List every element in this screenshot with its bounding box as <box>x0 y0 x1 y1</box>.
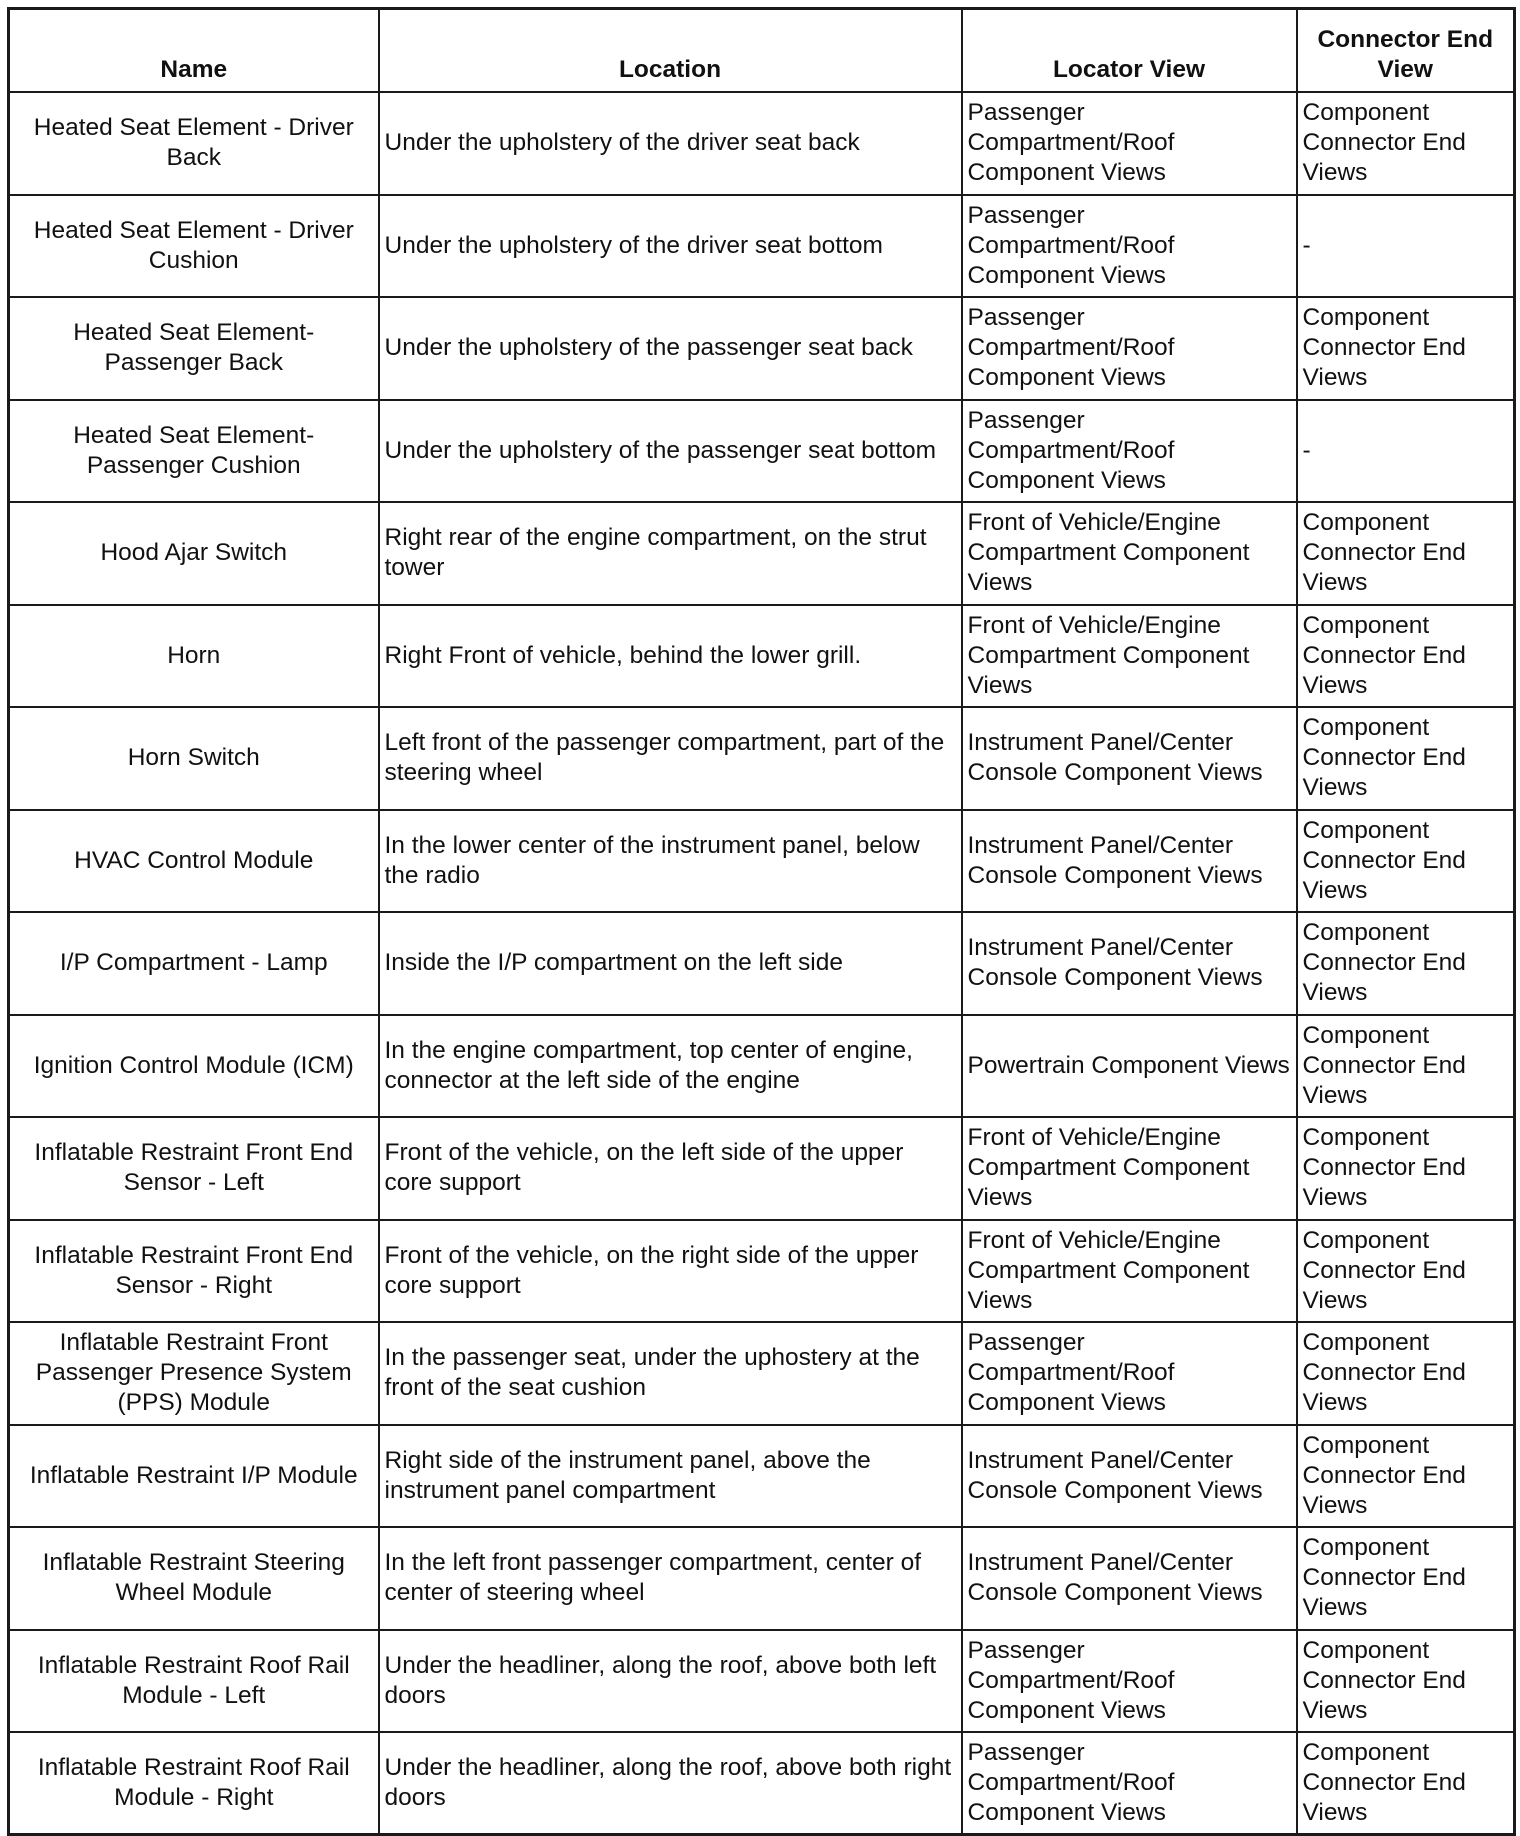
cell-name: Heated Seat Element-Passenger Back <box>9 297 379 400</box>
cell-connector-end-view: Component Connector End Views <box>1297 1425 1515 1528</box>
cell-location: In the lower center of the instrument panel, below the radio <box>379 810 962 913</box>
cell-name: Inflatable Restraint I/P Module <box>9 1425 379 1528</box>
cell-name: I/P Compartment - Lamp <box>9 912 379 1015</box>
cell-name: Heated Seat Element - Driver Cushion <box>9 195 379 298</box>
cell-location: Front of the vehicle, on the right side of the upper core support <box>379 1220 962 1323</box>
cell-location: Right Front of vehicle, behind the lower grill. <box>379 605 962 708</box>
cell-name: Inflatable Restraint Steering Wheel Module <box>9 1527 379 1630</box>
cell-locator-view: Front of Vehicle/Engine Compartment Component Views <box>962 1220 1297 1323</box>
cell-connector-end-view: Component Connector End Views <box>1297 1322 1515 1425</box>
table-row <box>9 400 1515 503</box>
cell-locator-view: Powertrain Component Views <box>962 1015 1297 1118</box>
cell-name: Ignition Control Module (ICM) <box>9 1015 379 1118</box>
cell-locator-view: Instrument Panel/Center Console Component Views <box>962 810 1297 913</box>
table-row <box>9 1117 1515 1220</box>
cell-connector-end-view: Component Connector End Views <box>1297 297 1515 400</box>
cell-connector-end-view: Component Connector End Views <box>1297 1015 1515 1118</box>
component-locator-table <box>7 7 1516 1836</box>
cell-locator-view: Instrument Panel/Center Console Component Views <box>962 912 1297 1015</box>
cell-connector-end-view: Component Connector End Views <box>1297 1117 1515 1220</box>
cell-name: Heated Seat Element - Driver Back <box>9 92 379 195</box>
cell-location: Inside the I/P compartment on the left side <box>379 912 962 1015</box>
cell-locator-view: Passenger Compartment/Roof Component Views <box>962 1732 1297 1835</box>
cell-locator-view: Passenger Compartment/Roof Component Views <box>962 1322 1297 1425</box>
header-location: Location <box>379 9 962 93</box>
cell-location: In the passenger seat, under the uphostery at the front of the seat cushion <box>379 1322 962 1425</box>
table-row <box>9 195 1515 298</box>
cell-location: Under the upholstery of the passenger seat bottom <box>379 400 962 503</box>
cell-connector-end-view: Component Connector End Views <box>1297 92 1515 195</box>
cell-locator-view: Instrument Panel/Center Console Component Views <box>962 707 1297 810</box>
cell-locator-view: Passenger Compartment/Roof Component Views <box>962 297 1297 400</box>
cell-connector-end-view: - <box>1297 400 1515 503</box>
cell-name: Inflatable Restraint Front End Sensor - Left <box>9 1117 379 1220</box>
table-row <box>9 1220 1515 1323</box>
table-row <box>9 502 1515 605</box>
cell-location: Front of the vehicle, on the left side of the upper core support <box>379 1117 962 1220</box>
cell-location: In the left front passenger compartment, center of center of steering wheel <box>379 1527 962 1630</box>
cell-name: Heated Seat Element-Passenger Cushion <box>9 400 379 503</box>
cell-connector-end-view: Component Connector End Views <box>1297 707 1515 810</box>
table-header <box>9 9 1515 93</box>
cell-locator-view: Front of Vehicle/Engine Compartment Component Views <box>962 1117 1297 1220</box>
cell-locator-view: Front of Vehicle/Engine Compartment Component Views <box>962 605 1297 708</box>
cell-location: Under the upholstery of the driver seat bottom <box>379 195 962 298</box>
table-row <box>9 1322 1515 1425</box>
cell-locator-view: Instrument Panel/Center Console Component Views <box>962 1425 1297 1528</box>
cell-locator-view: Instrument Panel/Center Console Component Views <box>962 1527 1297 1630</box>
cell-connector-end-view: Component Connector End Views <box>1297 810 1515 913</box>
cell-locator-view: Passenger Compartment/Roof Component Views <box>962 400 1297 503</box>
table-body <box>9 92 1515 1835</box>
table-row <box>9 1425 1515 1528</box>
cell-connector-end-view: Component Connector End Views <box>1297 912 1515 1015</box>
cell-name: HVAC Control Module <box>9 810 379 913</box>
cell-name: Inflatable Restraint Front Passenger Presence System (PPS) Module <box>9 1322 379 1425</box>
table-row <box>9 297 1515 400</box>
cell-locator-view: Passenger Compartment/Roof Component Views <box>962 1630 1297 1733</box>
cell-connector-end-view: Component Connector End Views <box>1297 1527 1515 1630</box>
cell-connector-end-view: Component Connector End Views <box>1297 1630 1515 1733</box>
cell-location: In the engine compartment, top center of engine, connector at the left side of the engine <box>379 1015 962 1118</box>
cell-name: Hood Ajar Switch <box>9 502 379 605</box>
cell-locator-view: Passenger Compartment/Roof Component Views <box>962 92 1297 195</box>
header-row <box>9 9 1515 93</box>
cell-connector-end-view: Component Connector End Views <box>1297 1732 1515 1835</box>
table-row <box>9 810 1515 913</box>
cell-location: Under the headliner, along the roof, above both left doors <box>379 1630 962 1733</box>
table-row <box>9 1015 1515 1118</box>
cell-location: Under the headliner, along the roof, above both right doors <box>379 1732 962 1835</box>
cell-name: Inflatable Restraint Front End Sensor - Right <box>9 1220 379 1323</box>
cell-locator-view: Front of Vehicle/Engine Compartment Component Views <box>962 502 1297 605</box>
table-row <box>9 707 1515 810</box>
cell-location: Right rear of the engine compartment, on the strut tower <box>379 502 962 605</box>
table-row <box>9 605 1515 708</box>
table-row <box>9 1527 1515 1630</box>
cell-location: Left front of the passenger compartment, part of the steering wheel <box>379 707 962 810</box>
table-row <box>9 1630 1515 1733</box>
table-row <box>9 912 1515 1015</box>
header-locator-view: Locator View <box>962 9 1297 93</box>
table-row <box>9 1732 1515 1835</box>
cell-locator-view: Passenger Compartment/Roof Component Views <box>962 195 1297 298</box>
cell-name: Inflatable Restraint Roof Rail Module - Left <box>9 1630 379 1733</box>
table-row <box>9 92 1515 195</box>
cell-connector-end-view: Component Connector End Views <box>1297 1220 1515 1323</box>
header-connector-end-view: Connector End View <box>1297 9 1515 93</box>
cell-name: Inflatable Restraint Roof Rail Module - Right <box>9 1732 379 1835</box>
cell-connector-end-view: - <box>1297 195 1515 298</box>
cell-name: Horn Switch <box>9 707 379 810</box>
cell-location: Under the upholstery of the driver seat back <box>379 92 962 195</box>
header-name: Name <box>9 9 379 93</box>
cell-name: Horn <box>9 605 379 708</box>
cell-connector-end-view: Component Connector End Views <box>1297 605 1515 708</box>
cell-location: Under the upholstery of the passenger seat back <box>379 297 962 400</box>
cell-location: Right side of the instrument panel, above the instrument panel compartment <box>379 1425 962 1528</box>
cell-connector-end-view: Component Connector End Views <box>1297 502 1515 605</box>
